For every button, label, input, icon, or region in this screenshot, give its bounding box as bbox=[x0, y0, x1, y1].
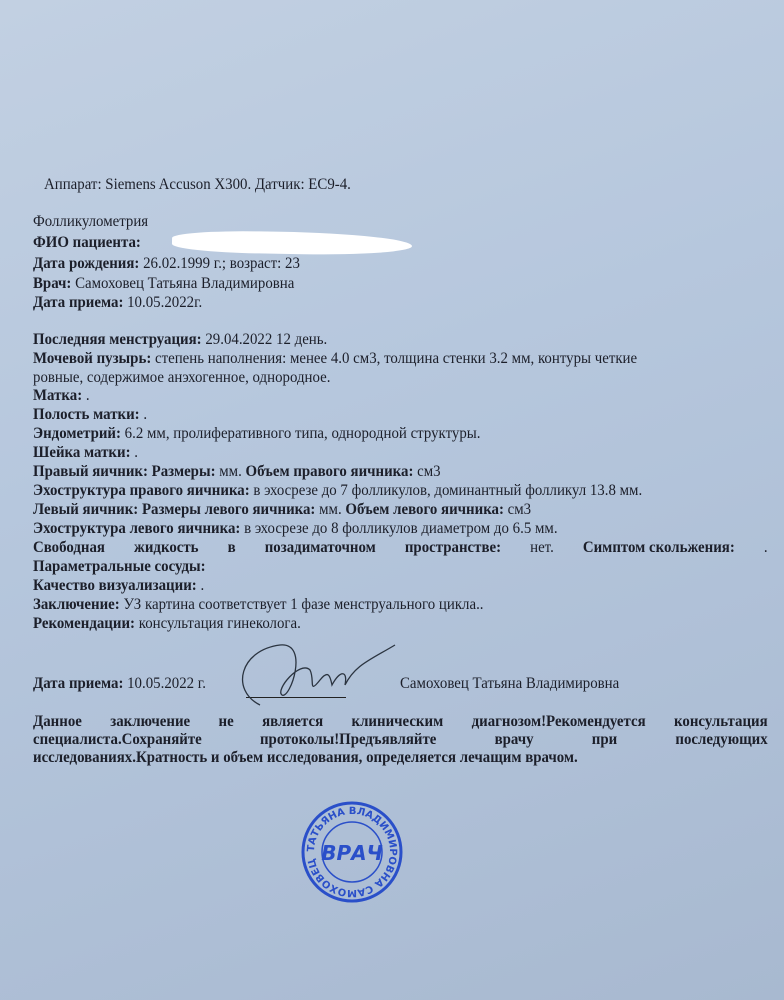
sign-date: Дата приема: 10.05.2022 г. bbox=[33, 675, 206, 692]
doctor-stamp bbox=[300, 800, 404, 904]
recommendations: Рекомендации: консультация гинеколога. bbox=[33, 615, 301, 632]
endometrium: Эндометрий: 6.2 мм, пролиферативного типа, однородной структуры. bbox=[33, 425, 481, 442]
doctor: Врач: Самоховец Татьяна Владимировна bbox=[33, 275, 295, 292]
study-type: Фолликулометрия bbox=[33, 213, 149, 230]
sign-doctor: Самоховец Татьяна Владимировна bbox=[400, 675, 620, 692]
quality: Качество визуализации: . bbox=[33, 577, 205, 594]
bladder-cont: ровные, содержимое анэхогенное, однородное. bbox=[33, 369, 331, 386]
disclaimer-line-3: исследованиях.Кратность и объем исследования, определяется лечащим врачом. bbox=[33, 749, 578, 766]
conclusion: Заключение: УЗ картина соответствует 1 фазе менструального цикла.. bbox=[33, 596, 484, 613]
parametrial: Параметральные сосуды: bbox=[33, 558, 206, 575]
uterine-cavity: Полость матки: . bbox=[33, 406, 148, 423]
redaction bbox=[172, 230, 412, 256]
disclaimer-line-1: Данное заключение не является клиническим диагнозом!Рекомендуется консультация bbox=[33, 713, 768, 730]
signature bbox=[220, 640, 400, 710]
patient-name: ФИО пациента: bbox=[33, 234, 141, 251]
left-echo: Эхоструктура левого яичника: в эхосрезе до 8 фолликулов диаметром до 6.5 мм. bbox=[33, 520, 558, 537]
birth-date: Дата рождения: 26.02.1999 г.; возраст: 23 bbox=[33, 255, 300, 272]
cervix: Шейка матки: . bbox=[33, 444, 138, 461]
visit-date: Дата приема: 10.05.2022г. bbox=[33, 294, 203, 311]
free-fluid: Свободная жидкость в позадиматочном пространстве: нет. Симптом скольжения: . bbox=[33, 539, 768, 556]
right-ovary: Правый яичник: Размеры: мм. Объем правого яичника: см3 bbox=[33, 463, 441, 480]
last-menses: Последняя менструация: 29.04.2022 12 день. bbox=[33, 331, 328, 348]
left-ovary: Левый яичник: Размеры левого яичника: мм. Объем левого яичника: см3 bbox=[33, 501, 532, 518]
device-line: Аппарат: Siemens Accuson X300. Датчик: EC9-4. bbox=[44, 176, 351, 193]
uterus: Матка: . bbox=[33, 387, 90, 404]
bladder: Мочевой пузырь: степень наполнения: менее 4.0 см3, толщина стенки 3.2 мм, контуры четкие bbox=[33, 350, 638, 367]
stamp-center-text: ВРАЧ bbox=[321, 841, 383, 865]
right-echo: Эхоструктура правого яичника: в эхосрезе до 7 фолликулов, доминантный фолликул 13.8 мм. bbox=[33, 482, 643, 499]
disclaimer-line-2: специалиста.Сохраняйте протоколы!Предъявляйте врачу при последующих bbox=[33, 731, 768, 748]
stamp-ring-text: ТАТЬЯНА ВЛАДИМИРОВНА САМОХОВЕЦ bbox=[305, 805, 399, 899]
